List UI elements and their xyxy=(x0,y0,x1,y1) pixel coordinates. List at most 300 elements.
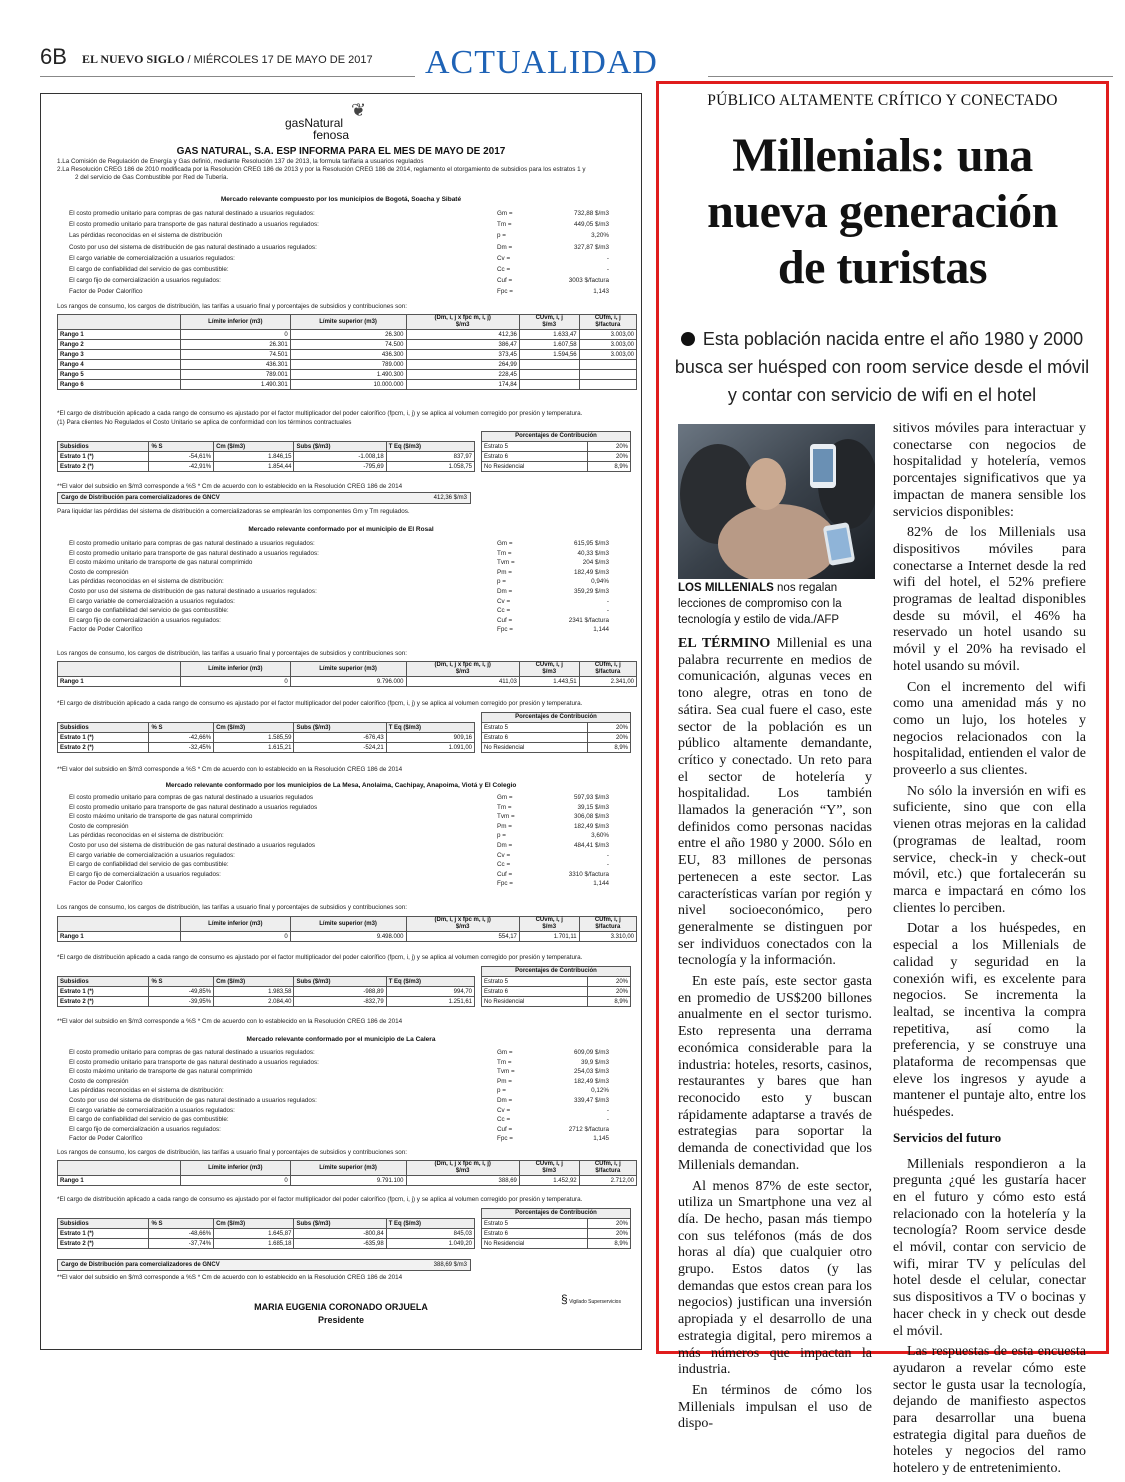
cost-symbol: Fpc = xyxy=(497,288,513,296)
table-header xyxy=(579,1161,636,1176)
cost-value: - xyxy=(606,861,609,869)
table-cell: 0 xyxy=(181,677,291,687)
table-cell: 1.049,20 xyxy=(386,1239,474,1249)
table-cell: 228,45 xyxy=(406,370,519,380)
table-header xyxy=(579,315,636,330)
cost-label: El cargo de confiabilidad del servicio de gas combustible: xyxy=(69,607,229,615)
table-header: Cm ($/m3) xyxy=(214,442,294,452)
table-cell: 436.301 xyxy=(181,360,291,370)
ranges-table xyxy=(57,916,637,942)
table-cell: 386,47 xyxy=(406,340,519,350)
table-header xyxy=(406,662,519,677)
table-header xyxy=(406,917,519,932)
cost-label: Costo por uso del sistema de distribución de gas natural destinado a usuarios regulados: xyxy=(69,1096,317,1104)
table-header: Límite superior (m3) xyxy=(290,917,406,932)
table-cell: 994,70 xyxy=(386,987,474,997)
table-cell: 2.341,00 xyxy=(579,677,636,687)
cost-label: Las pérdidas reconocidas en el sistema de distribución: xyxy=(69,578,224,586)
paragraph: 82% de los Millenials usa dispositivos móviles para conectarse a Internet desde la red wifi del hotel, el 52% prefiere programas de lealtad disponibles desde su móvil, el 46% ha reservado un hotel usando su móvil y el 20% ha revisado el hotel usando su móvil. xyxy=(893,525,1086,674)
cost-row xyxy=(69,1135,609,1145)
gncv-charge xyxy=(57,1259,471,1271)
paragraph: Dotar a los huéspedes, en especial a los Millenials de calidad y seguridad en la conexión wifi, es excelente para negocios. Se incrementa la lealtad, se incentiva la compra repetitiva, así como la preferencia, y se construye una plataforma de recompensas que eleve los ingresos y ayude a mantener el puntaje alto, entre los huéspedes. xyxy=(893,921,1086,1121)
cost-value: 182,49 $/m3 xyxy=(573,822,609,830)
contrib-value: 20% xyxy=(587,442,630,452)
ranges-table xyxy=(57,314,637,390)
table-cell xyxy=(519,360,579,370)
table-header: Límite inferior (m3) xyxy=(181,917,291,932)
subsidy-note: **El valor del subsidio en $/m3 corresponde a %S * Cm de acuerdo con lo establecido en la Resolución CREG 186 de 2014 xyxy=(57,1018,403,1025)
contribution-table xyxy=(481,966,631,1007)
cost-row xyxy=(69,210,609,221)
table-cell: 2.712,00 xyxy=(579,1176,636,1186)
gncv-charge xyxy=(57,492,471,504)
cost-value: 39,9 $/m3 xyxy=(580,1058,609,1066)
gncv-label: Cargo de Distribución para comercializadores de GNCV xyxy=(61,1262,220,1268)
contribution-table xyxy=(481,712,631,753)
cost-symbol: Tm = xyxy=(497,1058,512,1066)
contrib-label: Estrato 6 xyxy=(482,733,588,743)
table-row xyxy=(482,723,631,733)
table-cell: 1.615,21 xyxy=(214,743,294,753)
article-column-2 xyxy=(893,421,1086,1482)
cost-label: Las pérdidas reconocidas en el sistema de distribución: xyxy=(69,832,224,840)
table-row xyxy=(58,360,637,370)
ranges-note: Los rangos de consumo, los cargos de distribución, las tarifas a usuario final y porcentajes de subsidios y contribuciones son: xyxy=(57,650,408,657)
table-cell: 0 xyxy=(181,330,291,340)
cost-list xyxy=(69,1049,609,1145)
cost-label: El costo máximo unitario de transporte de gas natural comprimido xyxy=(69,1068,253,1076)
cost-symbol: Dm = xyxy=(497,1096,513,1104)
table-row xyxy=(58,452,475,462)
contrib-value: 20% xyxy=(587,977,630,987)
header-unit: $/factura xyxy=(595,322,621,328)
header-rule-right xyxy=(708,76,1113,77)
table-header xyxy=(58,315,181,330)
table-header: Porcentajes de Contribución xyxy=(482,1209,631,1219)
cost-row xyxy=(69,1126,609,1136)
contrib-value: 20% xyxy=(587,987,630,997)
header-unit: $/m3 xyxy=(455,1168,470,1174)
table-cell: -795,69 xyxy=(294,462,386,472)
cost-symbol: Cuf = xyxy=(497,277,513,285)
subsidies-table xyxy=(57,976,475,1007)
header-unit: $/m3 xyxy=(542,924,557,930)
range-label: Rango 4 xyxy=(58,360,181,370)
table-cell xyxy=(579,380,636,390)
cost-label: Costo de compresión xyxy=(69,1077,129,1085)
table-cell: 9.791.100 xyxy=(290,1176,406,1186)
header-unit: $/m3 xyxy=(455,669,470,675)
table-header xyxy=(406,315,519,330)
cost-row xyxy=(69,277,609,288)
table-row xyxy=(58,987,475,997)
ranges-table xyxy=(57,1160,637,1186)
cost-symbol: Pm = xyxy=(497,568,512,576)
table-row xyxy=(58,677,637,687)
cost-row xyxy=(69,578,609,588)
cost-symbol: Dm = xyxy=(497,243,513,251)
cost-label: El cargo variable de comercialización a usuarios regulados: xyxy=(69,851,235,859)
cost-symbol: Fpc = xyxy=(497,880,513,888)
ranges-note: Los rangos de consumo, los cargos de distribución, las tarifas a usuario final y porcentajes de subsidios y contribuciones son: xyxy=(57,1149,408,1156)
table-header: Límite superior (m3) xyxy=(290,662,406,677)
cost-value: 39,15 $/m3 xyxy=(577,803,609,811)
cost-value: 3,20% xyxy=(591,232,609,240)
cost-symbol: Cuf = xyxy=(497,616,513,624)
table-header-row xyxy=(482,432,631,442)
table-header: Cm ($/m3) xyxy=(214,1219,294,1229)
cost-symbol: Fpc = xyxy=(497,1135,513,1143)
table-header: T Eq ($/m3) xyxy=(386,442,474,452)
table-cell: 26.301 xyxy=(181,340,291,350)
table-row xyxy=(58,743,475,753)
stratum-label: Estrato 2 (*) xyxy=(58,462,149,472)
cost-symbol: Cc = xyxy=(497,265,511,273)
intro-3: 2 del servicio de Gas Combustible por Red de Tubería. xyxy=(75,174,229,181)
table-cell: -42,66% xyxy=(149,733,214,743)
cost-value: 2712 $/factura xyxy=(568,1125,609,1133)
logo-line1: gasNatural xyxy=(285,116,344,130)
table-cell: 554,17 xyxy=(406,932,519,942)
table-header: Límite inferior (m3) xyxy=(181,1161,291,1176)
header-rule-left xyxy=(40,76,415,77)
cost-symbol: Cv = xyxy=(497,851,511,859)
contrib-label: Estrato 6 xyxy=(482,987,588,997)
paper-name: EL NUEVO SIGLO xyxy=(82,52,185,66)
table-header: Subs ($/m3) xyxy=(294,977,386,987)
cost-list xyxy=(69,794,609,890)
cost-value: 3310 $/factura xyxy=(568,870,609,878)
cost-row xyxy=(69,255,609,266)
header-unit: $/m3 xyxy=(542,669,557,675)
table-cell: 1.443,51 xyxy=(519,677,579,687)
table-cell: 1.854,44 xyxy=(214,462,294,472)
table-header xyxy=(58,917,181,932)
cost-row xyxy=(69,1068,609,1078)
cost-value: 1,143 xyxy=(593,288,609,296)
cost-value: - xyxy=(606,265,609,273)
header-unit: $/m3 xyxy=(455,924,470,930)
gncv-value: 412,36 $/m3 xyxy=(433,495,467,501)
superservicios-icon: § xyxy=(561,1292,568,1306)
table-row xyxy=(482,733,631,743)
cost-symbol: Cuf = xyxy=(497,1125,513,1133)
cost-list xyxy=(69,540,609,636)
table-cell: 1.058,75 xyxy=(386,462,474,472)
table-row xyxy=(58,330,637,340)
header-unit: $/factura xyxy=(595,924,621,930)
cost-value: 1,144 xyxy=(593,880,609,888)
table-header-row xyxy=(58,977,475,987)
page-number: 6B xyxy=(40,44,67,69)
paragraph: sitivos móviles para interactuar y conectarse con negocios de hospitalidad y hotelería, vemos porcentajes significativos que ya impactan de manera sensible los servicios disponibles: xyxy=(893,421,1086,520)
table-row xyxy=(58,350,637,360)
table-cell: 1.645,87 xyxy=(214,1229,294,1239)
table-header: Subs ($/m3) xyxy=(294,723,386,733)
cost-value: - xyxy=(606,851,609,859)
contrib-label: Estrato 5 xyxy=(482,977,588,987)
contrib-value: 20% xyxy=(587,452,630,462)
cost-label: El costo promedio unitario para compras de gas natural destinado a usuarios regulados xyxy=(69,794,313,801)
range-label: Rango 1 xyxy=(58,932,181,942)
cost-value: 182,49 $/m3 xyxy=(573,1077,609,1085)
table-header: Porcentajes de Contribución xyxy=(482,967,631,977)
cost-row xyxy=(69,221,609,232)
masthead xyxy=(82,52,373,67)
contrib-value: 20% xyxy=(587,1229,630,1239)
table-header-row xyxy=(58,917,637,932)
table-row xyxy=(482,442,631,452)
table-cell: 1.607,58 xyxy=(519,340,579,350)
table-header: Subsidios xyxy=(58,723,149,733)
table-row xyxy=(482,462,631,472)
table-cell: 3.003,00 xyxy=(579,330,636,340)
cost-value: 1,144 xyxy=(593,626,609,634)
cost-row xyxy=(69,607,609,617)
cost-row xyxy=(69,540,609,550)
range-label: Rango 1 xyxy=(58,1176,181,1186)
range-label: Rango 2 xyxy=(58,340,181,350)
table-cell: -832,79 xyxy=(294,997,386,1007)
table-cell: 1.452,92 xyxy=(519,1176,579,1186)
cost-row xyxy=(69,852,609,862)
subsidy-note: **El valor del subsidio en $/m3 corresponde a %S * Cm de acuerdo con lo establecido en la Resolución CREG 186 de 2014 xyxy=(57,766,403,773)
headline xyxy=(659,128,1106,296)
gas-natural-logo xyxy=(285,102,405,142)
header-line: CUfm, i, j xyxy=(594,917,621,923)
range-label: Rango 1 xyxy=(58,677,181,687)
table-header: T Eq ($/m3) xyxy=(386,977,474,987)
table-row xyxy=(58,1239,475,1249)
gas-natural-notice xyxy=(40,93,642,1350)
table-row xyxy=(58,370,637,380)
cost-row xyxy=(69,569,609,579)
cost-row xyxy=(69,842,609,852)
table-header: Límite inferior (m3) xyxy=(181,315,291,330)
table-header-row xyxy=(482,967,631,977)
header-unit: $/factura xyxy=(595,1168,621,1174)
cost-list xyxy=(69,210,609,300)
table-cell: -800,84 xyxy=(294,1229,386,1239)
table-cell: 10.000.000 xyxy=(290,380,406,390)
header-line: CUvm, i, j xyxy=(535,662,563,668)
table-header: T Eq ($/m3) xyxy=(386,1219,474,1229)
table-cell: 412,36 xyxy=(406,330,519,340)
table-cell: 845,03 xyxy=(386,1229,474,1239)
table-cell: 74.500 xyxy=(290,340,406,350)
table-cell: -32,45% xyxy=(149,743,214,753)
cost-symbol: Tvm = xyxy=(497,559,515,567)
cost-row xyxy=(69,288,609,299)
stratum-label: Estrato 2 (*) xyxy=(58,997,149,1007)
table-cell: 789.001 xyxy=(181,370,291,380)
distribution-note: *El cargo de distribución aplicado a cada rango de consumo es ajustado por el factor multiplicador del poder calorífico (fpcm, i, j) y se aplica al volumen corregido por presión y temperatura. xyxy=(57,1196,583,1203)
cost-row xyxy=(69,861,609,871)
article-column-1 xyxy=(678,636,872,1437)
stratum-label: Estrato 2 (*) xyxy=(58,743,149,753)
table-row xyxy=(58,733,475,743)
table-cell: 1.685,18 xyxy=(214,1239,294,1249)
cost-row xyxy=(69,1049,609,1059)
cost-label: El costo promedio unitario para transporte de gas natural destinado a usuarios regulados: xyxy=(69,1058,319,1066)
table-header: Subsidios xyxy=(58,1219,149,1229)
cost-value: 597,93 $/m3 xyxy=(573,794,609,801)
contrib-value: 8,9% xyxy=(587,1239,630,1249)
table-cell: 1.633,47 xyxy=(519,330,579,340)
table-row xyxy=(482,452,631,462)
cost-value: 182,49 $/m3 xyxy=(573,568,609,576)
ranges-table xyxy=(57,661,637,687)
table-cell xyxy=(519,370,579,380)
cost-value: 204 $/m3 xyxy=(582,559,609,567)
cost-label: Las pérdidas reconocidas en el sistema de distribución: xyxy=(69,1087,224,1095)
deck-text: Esta población nacida entre el año 1980 y 2000 busca ser huésped con room service desde el móvil y contar con servicio de wifi en el hotel xyxy=(674,329,1090,405)
header-line: CUfm, i, j xyxy=(594,1161,621,1167)
cost-label: El costo promedio unitario para transporte de gas natural destinado a usuarios regulados xyxy=(69,803,318,811)
cost-label: Costo de compresión xyxy=(69,568,129,576)
header-line: CUfm, i, j xyxy=(594,662,621,668)
table-cell: 1.594,56 xyxy=(519,350,579,360)
table-cell: 837,97 xyxy=(386,452,474,462)
cost-label: Factor de Poder Calorífico xyxy=(69,1135,143,1143)
table-cell: 9.498.000 xyxy=(290,932,406,942)
table-row xyxy=(58,932,637,942)
cost-label: Factor de Poder Calorífico xyxy=(69,288,143,296)
cost-label: Costo por uso del sistema de distribución de gas natural destinado a usuarios regulados: xyxy=(69,587,317,595)
table-header: % S xyxy=(149,442,214,452)
table-row xyxy=(482,997,631,1007)
market-heading: Mercado relevante conformado por el municipio de La Calera xyxy=(246,1036,436,1043)
table-cell: 264,99 xyxy=(406,360,519,370)
table-header xyxy=(58,1161,181,1176)
table-cell: 26.300 xyxy=(290,330,406,340)
cost-label: El costo promedio unitario para transporte de gas natural destinado a usuarios regulados: xyxy=(69,221,319,229)
header-line: CUvm, i, j xyxy=(535,917,563,923)
gncv-label: Cargo de Distribución para comercializadores de GNCV xyxy=(61,495,220,501)
table-header: Subsidios xyxy=(58,442,149,452)
table-cell: 388,69 xyxy=(406,1176,519,1186)
header-line: (Dm, i, j x fpc m, i, j) xyxy=(434,1161,491,1167)
cost-symbol: p = xyxy=(497,578,506,586)
subsidies-table xyxy=(57,1218,475,1249)
cost-symbol: Cv = xyxy=(497,254,511,262)
cost-label: El costo promedio unitario para transporte de gas natural destinado a usuarios regulados: xyxy=(69,549,319,557)
header-line: (Dm, i, j x fpc m, i, j) xyxy=(434,315,491,321)
table-header: Cm ($/m3) xyxy=(214,977,294,987)
butterfly-icon: ❦ xyxy=(351,100,367,120)
issue-date: / MIÉRCOLES 17 DE MAYO DE 2017 xyxy=(187,54,373,66)
intro-2: 2.La Resolución CREG 186 de 2010 modificada por la Resolución CREG 186 de 2013 y por la Resolución CREG 186 de 2014, reglamento el otorgamiento de subsidios para los estratos 1 y xyxy=(57,166,586,173)
cost-value: - xyxy=(606,1116,609,1124)
cost-label: El cargo fijo de comercialización a usuarios regulados: xyxy=(69,1125,221,1133)
market-heading: Mercado relevante conformado por los municipios de La Mesa, Anolaima, Cachipay, Anapoima, Viotá y El Colegio xyxy=(165,782,517,789)
table-row xyxy=(482,977,631,987)
table-row xyxy=(482,743,631,753)
table-cell: 3.003,00 xyxy=(579,340,636,350)
liquidation-note: Para liquidar las pérdidas del sistema de distribución a comercializadoras se emplearán los componentes Gm y Tm regulados. xyxy=(57,508,410,515)
table-header xyxy=(519,662,579,677)
table-cell: 411,03 xyxy=(406,677,519,687)
table-cell: 436.300 xyxy=(290,350,406,360)
table-cell: 1.983,58 xyxy=(214,987,294,997)
caption-text: nos regalan lecciones de compromiso con la tecnología y estilo de vida./AFP xyxy=(678,582,842,626)
cost-label: El costo promedio unitario para compras de gas natural destinado a usuarios regulados: xyxy=(69,210,315,217)
cost-symbol: Tm = xyxy=(497,221,512,229)
table-cell: 1.490.301 xyxy=(181,380,291,390)
contrib-label: Estrato 6 xyxy=(482,1229,588,1239)
table-header: T Eq ($/m3) xyxy=(386,723,474,733)
stratum-label: Estrato 1 (*) xyxy=(58,987,149,997)
table-header xyxy=(579,917,636,932)
table-header: Subs ($/m3) xyxy=(294,442,386,452)
cost-row xyxy=(69,1078,609,1088)
subsidy-note: **El valor del subsidio en $/m3 corresponde a %S * Cm de acuerdo con lo establecido en la Resolución CREG 186 de 2014 xyxy=(57,1274,403,1281)
table-cell: -49,85% xyxy=(149,987,214,997)
table-header: Límite inferior (m3) xyxy=(181,662,291,677)
cost-row xyxy=(69,794,609,804)
subsidies-table xyxy=(57,441,475,472)
cost-value: - xyxy=(606,597,609,605)
cost-label: El cargo variable de comercialización a usuarios regulados: xyxy=(69,254,235,262)
bullet-icon xyxy=(681,332,695,346)
stratum-label: Estrato 1 (*) xyxy=(58,1229,149,1239)
table-header-row xyxy=(482,1209,631,1219)
table-cell: 3.003,00 xyxy=(579,350,636,360)
logo-line2: fenosa xyxy=(313,128,350,142)
paragraph: En este país, este sector gasta en promedio de US$200 billones anualmente en el sector turismo. Esto representa una derrama económica considerable para la industria: hoteles, resorts, casinos, restaurantes y bares que han reconocido esto y buscan rápidamente adaptarse a través de estrategias para soportar la demanda de conectividad que los Millenials demandan. xyxy=(678,974,872,1173)
table-cell: 9.796.000 xyxy=(290,677,406,687)
headline-line1: Millenials: una xyxy=(732,129,1033,182)
cost-row xyxy=(69,832,609,842)
table-cell: -635,98 xyxy=(294,1239,386,1249)
table-header: Límite superior (m3) xyxy=(290,315,406,330)
cost-symbol: Pm = xyxy=(497,1077,512,1085)
cost-value: 732,88 $/m3 xyxy=(573,210,609,217)
cost-label: El cargo fijo de comercialización a usuarios regulados: xyxy=(69,616,221,624)
table-cell: 2.084,40 xyxy=(214,997,294,1007)
cost-value: 0,94% xyxy=(591,578,609,586)
cost-symbol: Cv = xyxy=(497,1106,511,1114)
paragraph xyxy=(678,636,872,970)
table-cell: 789.000 xyxy=(290,360,406,370)
subsidy-note: **El valor del subsidio en $/m3 corresponde a %S * Cm de acuerdo con lo establecido en la Resolución CREG 186 de 2014 xyxy=(57,483,403,490)
cost-value: 254,03 $/m3 xyxy=(573,1068,609,1076)
table-cell: -48,66% xyxy=(149,1229,214,1239)
stratum-label: Estrato 1 (*) xyxy=(58,452,149,462)
paragraph-text: Millenial es una palabra recurrente en medios de comunicación, algunas veces en tono alegre, otras en tono de sátira. Sea cual fuere el caso, este sector de la población es un público altamente demandante, crítico y conectado. Un reto para el sector de hotelería y hospitalidad. Los también llamados la generación “Y”, son definidos como personas nacidas entre el año 1980 y 2000. Sólo en EU, 83 millones de personas pertenecen a este sector. Las características varían por región y nivel socioeconómico, pero generalmente se distinguen por ser individuos conectados con la tecnología y la información. xyxy=(678,636,872,969)
table-cell: 909,16 xyxy=(386,733,474,743)
cost-value: 615,95 $/m3 xyxy=(573,540,609,547)
cost-symbol: Dm = xyxy=(497,587,513,595)
table-cell: -1.008,18 xyxy=(294,452,386,462)
cost-row xyxy=(69,804,609,814)
cost-row xyxy=(69,232,609,243)
contrib-label: No Residencial xyxy=(482,997,588,1007)
cost-symbol: Tvm = xyxy=(497,1068,515,1076)
table-cell xyxy=(579,370,636,380)
table-cell: 1.490.300 xyxy=(290,370,406,380)
lead-in: EL TÉRMINO xyxy=(678,636,771,651)
cost-row xyxy=(69,1107,609,1117)
table-cell: -39,95% xyxy=(149,997,214,1007)
cost-label: Factor de Poder Calorífico xyxy=(69,626,143,634)
contrib-value: 20% xyxy=(587,723,630,733)
header-line: CUvm, i, j xyxy=(535,1161,563,1167)
range-label: Rango 6 xyxy=(58,380,181,390)
table-header: Subsidios xyxy=(58,977,149,987)
header-line: CUvm, i, j xyxy=(535,315,563,321)
table-row xyxy=(482,1229,631,1239)
